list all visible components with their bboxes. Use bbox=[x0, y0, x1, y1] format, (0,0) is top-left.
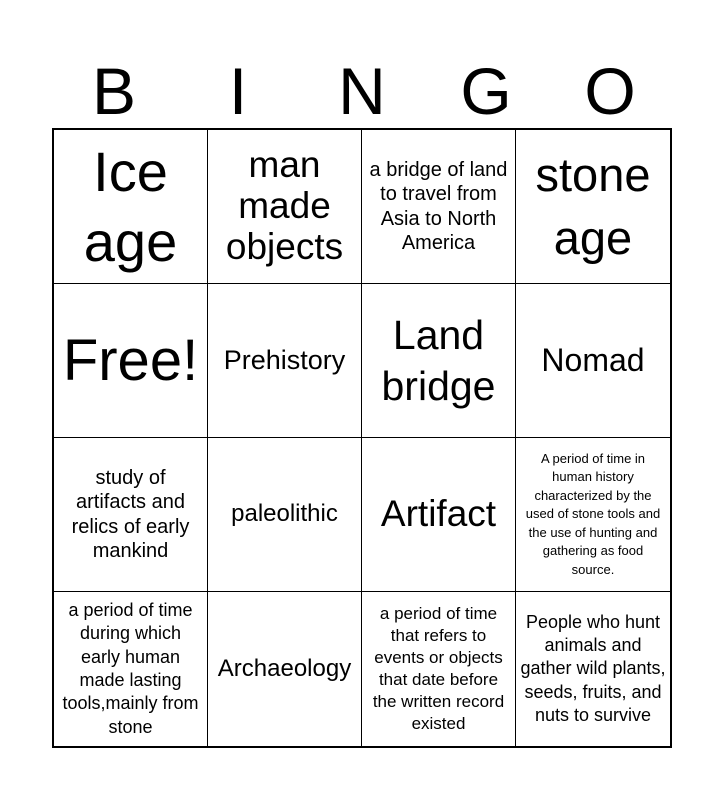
bingo-cell[interactable] bbox=[362, 592, 516, 746]
header-letter-b: B bbox=[91, 54, 137, 128]
bingo-board bbox=[52, 128, 672, 748]
bingo-cell[interactable] bbox=[208, 438, 362, 592]
cell-text: Free! bbox=[62, 327, 199, 393]
cell-text: paleolithic bbox=[231, 500, 338, 528]
bingo-cell[interactable] bbox=[516, 130, 670, 284]
bingo-header bbox=[52, 50, 672, 128]
cell-text: study of artifacts and relics of early mankind bbox=[71, 466, 190, 562]
cell-text: Artifact bbox=[380, 493, 497, 535]
bingo-cell[interactable] bbox=[362, 438, 516, 592]
cell-text: Prehistory bbox=[223, 345, 346, 376]
cell-text: stone age bbox=[535, 148, 651, 264]
bingo-cell[interactable] bbox=[362, 130, 516, 284]
header-letter-o: O bbox=[584, 54, 636, 128]
header-letter-i: I bbox=[228, 54, 248, 128]
header-letter-n: N bbox=[338, 54, 386, 128]
bingo-cell[interactable] bbox=[54, 284, 208, 438]
bingo-cell[interactable] bbox=[208, 130, 362, 284]
bingo-cell[interactable] bbox=[516, 284, 670, 438]
cell-text: a period of time during which early human made lasting tools,mainly from stone bbox=[62, 599, 199, 737]
cell-text: a period of time that refers to events or objects that date before the written record existed bbox=[372, 603, 505, 734]
cell-text: Nomad bbox=[541, 342, 645, 379]
header-letter-g: G bbox=[460, 54, 512, 128]
bingo-cell[interactable] bbox=[516, 592, 670, 746]
bingo-cell[interactable] bbox=[208, 592, 362, 746]
cell-text: a bridge of land to travel from Asia to North America bbox=[369, 158, 508, 254]
cell-text: People who hunt animals and gather wild plants, seeds, fruits, and nuts to survive bbox=[520, 611, 666, 726]
cell-text: A period of time in human history characterized by the used of stone tools and the use of hunting and gathering as food source. bbox=[525, 450, 661, 577]
cell-text: man made objects bbox=[225, 144, 344, 267]
cell-text: Ice age bbox=[83, 139, 178, 273]
bingo-cell[interactable] bbox=[54, 130, 208, 284]
cell-text: Archaeology bbox=[217, 654, 352, 682]
bingo-cell[interactable] bbox=[208, 284, 362, 438]
cell-text: Land bridge bbox=[381, 312, 496, 409]
bingo-cell[interactable] bbox=[54, 592, 208, 746]
bingo-cell[interactable] bbox=[516, 438, 670, 592]
bingo-cell[interactable] bbox=[362, 284, 516, 438]
bingo-cell[interactable] bbox=[54, 438, 208, 592]
